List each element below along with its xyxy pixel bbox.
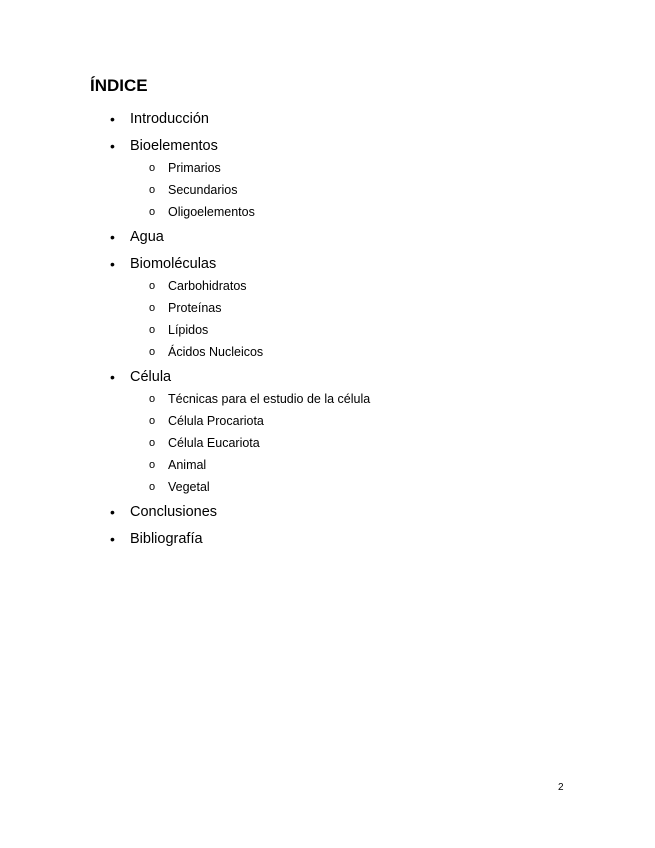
toc-sub-item — [130, 412, 370, 430]
toc-item — [110, 253, 370, 361]
toc-sub-item-label: Vegetal — [168, 480, 210, 494]
bullet-icon: • — [110, 138, 115, 154]
toc-item-label: Bibliografía — [130, 531, 203, 547]
toc-sub-item — [130, 390, 370, 408]
toc-sub-item — [130, 203, 370, 221]
toc-item-label: Bioelementos — [130, 138, 218, 154]
toc-sub-list — [130, 390, 370, 496]
toc-item-label: Biomoléculas — [130, 256, 217, 272]
page-number: 2 — [558, 782, 564, 793]
circle-bullet-icon: o — [149, 393, 156, 405]
toc-sub-item-label: Carbohidratos — [168, 279, 247, 293]
toc-sub-item-label: Técnicas para el estudio de la célula — [168, 392, 371, 406]
page-title: ÍNDICE — [90, 76, 148, 95]
toc-sub-item — [130, 478, 370, 496]
toc-sub-item — [130, 299, 370, 317]
toc-sub-list — [130, 277, 370, 361]
toc-sub-item-label: Secundarios — [168, 183, 238, 197]
circle-bullet-icon: o — [149, 302, 156, 314]
toc-item — [110, 501, 370, 523]
toc-sub-item — [130, 434, 370, 452]
bullet-icon: • — [110, 111, 115, 127]
circle-bullet-icon: o — [149, 206, 156, 218]
toc-item-label: Conclusiones — [130, 504, 218, 520]
toc-item — [110, 135, 370, 221]
bullet-icon: • — [110, 369, 115, 385]
circle-bullet-icon: o — [149, 280, 156, 292]
circle-bullet-icon: o — [149, 437, 156, 449]
toc-sub-item — [130, 181, 370, 199]
circle-bullet-icon: o — [149, 415, 156, 427]
toc-item — [110, 528, 370, 550]
toc-sub-item-label: Primarios — [168, 161, 221, 175]
toc-sub-item — [130, 159, 370, 177]
circle-bullet-icon: o — [149, 184, 156, 196]
bullet-icon: • — [110, 256, 115, 272]
toc-sub-item — [130, 321, 370, 339]
toc-sub-item-label: Oligoelementos — [168, 205, 255, 219]
toc-item-label: Célula — [130, 369, 172, 385]
toc-sub-item-label: Proteínas — [168, 301, 222, 315]
toc-item — [110, 226, 370, 248]
circle-bullet-icon: o — [149, 481, 156, 493]
bullet-icon: • — [110, 531, 115, 547]
circle-bullet-icon: o — [149, 324, 156, 336]
toc-item-label: Introducción — [130, 111, 209, 127]
toc-sub-item — [130, 277, 370, 295]
circle-bullet-icon: o — [149, 459, 156, 471]
circle-bullet-icon: o — [149, 346, 156, 358]
toc-sub-item — [130, 343, 370, 361]
toc-sub-item-label: Célula Eucariota — [168, 436, 260, 450]
bullet-icon: • — [110, 504, 115, 520]
table-of-contents — [110, 108, 370, 555]
toc-item — [110, 366, 370, 496]
bullet-icon: • — [110, 229, 115, 245]
toc-sub-item-label: Célula Procariota — [168, 414, 264, 428]
toc-sub-item — [130, 456, 370, 474]
toc-sub-list — [130, 159, 370, 221]
toc-sub-item-label: Ácidos Nucleicos — [168, 345, 264, 359]
toc-item — [110, 108, 370, 130]
toc-sub-item-label: Animal — [168, 458, 207, 472]
circle-bullet-icon: o — [149, 162, 156, 174]
toc-item-label: Agua — [130, 229, 164, 245]
toc-sub-item-label: Lípidos — [168, 323, 209, 337]
